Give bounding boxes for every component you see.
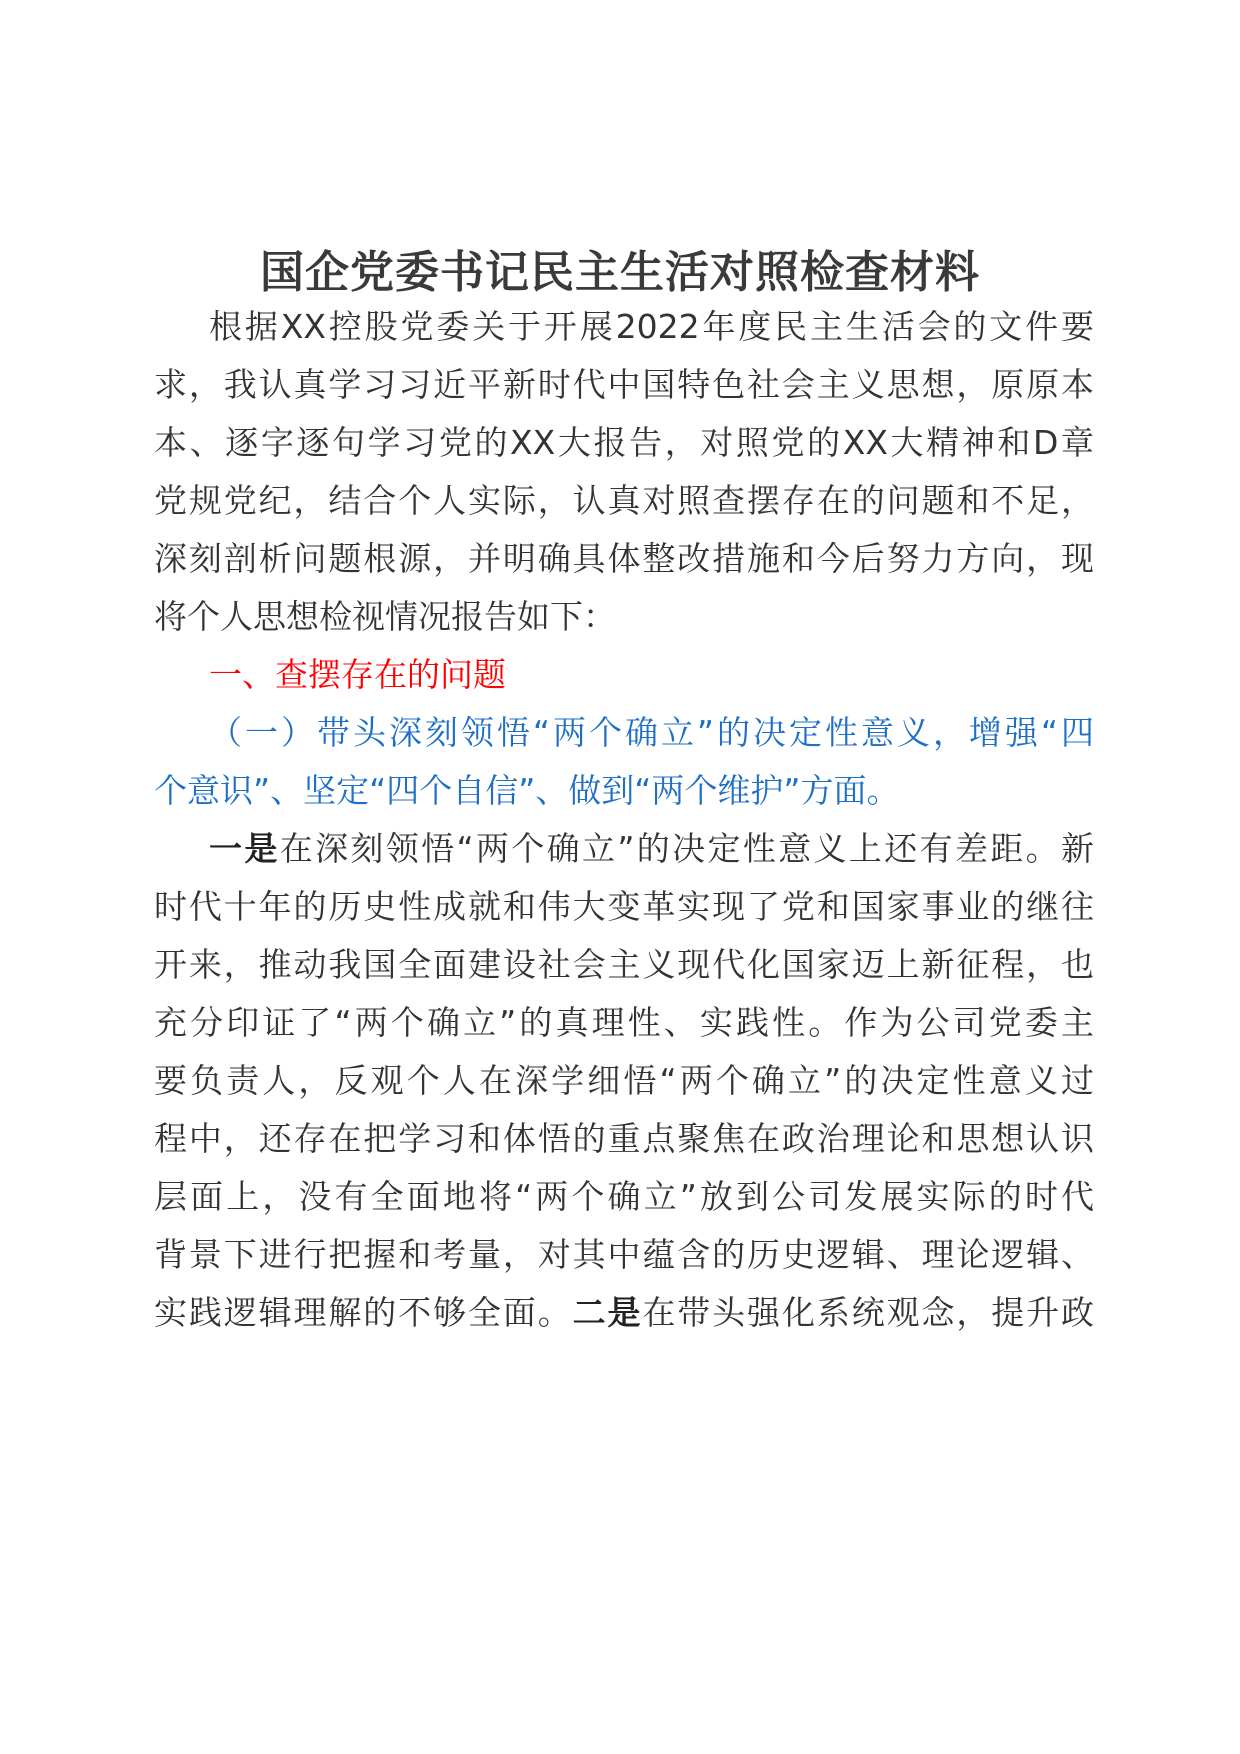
subsection-heading-line: 个意识”、坚定“四个自信”、做到“两个维护”方面。: [154, 771, 900, 810]
intro-line: 求，我认真学习习近平新时代中国特色社会主义思想，原原本: [154, 365, 1094, 404]
intro-line: 深刻剖析问题根源，并明确具体整改措施和今后努力方向，现: [154, 539, 1094, 578]
point1-line: 要负责人，反观个人在深学细悟“两个确立”的决定性意义过: [154, 1061, 1094, 1100]
point1-last-text: 实践逻辑理解的不够全面。: [154, 1293, 573, 1332]
point2-text: 在带头强化系统观念，提升政: [642, 1293, 1095, 1332]
point1-first-line: [209, 827, 1094, 871]
document-title: 国企党委书记民主生活对照检查材料: [260, 247, 980, 298]
point1-lead: 一是: [209, 829, 280, 868]
point1-line: 充分印证了“两个确立”的真理性、实践性。作为公司党委主: [154, 1003, 1094, 1042]
point1-line: 层面上，没有全面地将“两个确立”放到公司发展实际的时代: [154, 1177, 1094, 1216]
intro-line: 本、逐字逐句学习党的XX大报告，对照党的XX大精神和D章: [154, 423, 1094, 462]
intro-line: 党规党纪，结合个人实际，认真对照查摆存在的问题和不足，: [154, 481, 1094, 520]
point1-line: 程中，还存在把学习和体悟的重点聚焦在政治理论和思想认识: [154, 1119, 1094, 1158]
intro-line: 将个人思想检视情况报告如下：: [154, 597, 616, 636]
point1-line: 时代十年的历史性成就和伟大变革实现了党和国家事业的继往: [154, 887, 1094, 926]
point1-first-line-text: 在深刻领悟“两个确立”的决定性意义上还有差距。新: [279, 829, 1095, 868]
point1-point2-line: [154, 1291, 1094, 1335]
section-heading: 一、查摆存在的问题: [209, 655, 506, 694]
subsection-heading-line: （一）带头深刻领悟“两个确立”的决定性意义，增强“四: [209, 713, 1094, 752]
point2-lead: 二是: [572, 1293, 643, 1332]
intro-line: 根据XX控股党委关于开展2022年度民主生活会的文件要: [209, 307, 1094, 346]
point1-line: 背景下进行把握和考量，对其中蕴含的历史逻辑、理论逻辑、: [154, 1235, 1094, 1274]
point1-line: 开来，推动我国全面建设社会主义现代化国家迈上新征程，也: [154, 945, 1094, 984]
